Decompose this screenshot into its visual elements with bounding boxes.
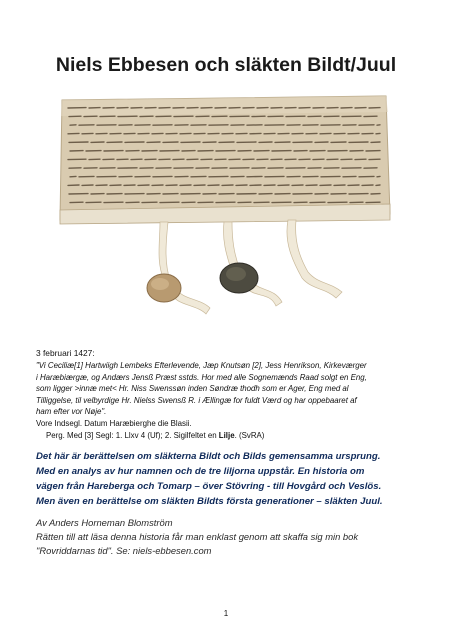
quote-line: ham efter vor Nøje".: [36, 407, 107, 417]
rights-line: Rätten till att läsa denna historia får man enklast genom att skaffa sig min bok: [36, 531, 359, 543]
medieval-charter-image: [56, 92, 394, 324]
perg-prefix: Perg. Med [3] Segl: 1. Llxv 4 (Uf); 2. Sigilfeltet en: [46, 430, 219, 440]
charter-quote: [36, 360, 424, 418]
date-line: 3 februari 1427:: [36, 348, 95, 358]
perg-suffix: . (SvRA): [234, 430, 265, 440]
rights-line: "Rovriddarnas tid". Se: niels-ebbesen.com: [36, 545, 212, 557]
author-line: Av Anders Horneman Blomström: [36, 517, 173, 529]
document-body: [36, 348, 424, 558]
quote-line: i Haræbiærgæ, og Andærs Jensß Præst sstds. Hor med alle Sognemænds Raad solgt en Eng,: [36, 372, 367, 382]
seal-line: Vore Indsegl. Datum Haræbierghe die Blasii.: [36, 418, 192, 428]
highlight-line: vägen från Hareberga och Tomarp – över Stövring - till Hovgård och Veslös.: [36, 481, 382, 493]
charter-illustration: [56, 92, 394, 324]
perg-bold: Lilje: [218, 430, 235, 440]
highlight-line: Det här är berättelsen om släkterna Bildt och Bilds gemensamma ursprung.: [36, 451, 381, 463]
page-title: Niels Ebbesen och släkten Bildt/Juul: [55, 54, 397, 76]
page-number: 1: [223, 609, 229, 618]
highlight-line: Med en analys av hur namnen och de tre liljorna uppstår. En historia om: [36, 466, 365, 478]
quote-line: Tilliggelse, til velbyrdige Hr. Nielss Swensß R. i Ællingæ for fuldt Værd og har oppebaaret af: [36, 395, 357, 405]
summary-highlight: [36, 449, 424, 509]
perg-line: [36, 430, 424, 442]
highlight-line: Men även en berättelse om släkten Bildts första generationer – släkten Juul.: [36, 496, 383, 508]
quote-line: som ligger >innæ met< Hr. Niss Swenssøn inden Søndræ thodh som er Ager, Eng med al: [36, 384, 349, 394]
quote-line: "Vi Ceciliæ[1] Hartwiigh Lembeks Efterlevende, Jæp Knutsøn [2], Jess Henrikson, Kirkeværger: [36, 361, 367, 370]
